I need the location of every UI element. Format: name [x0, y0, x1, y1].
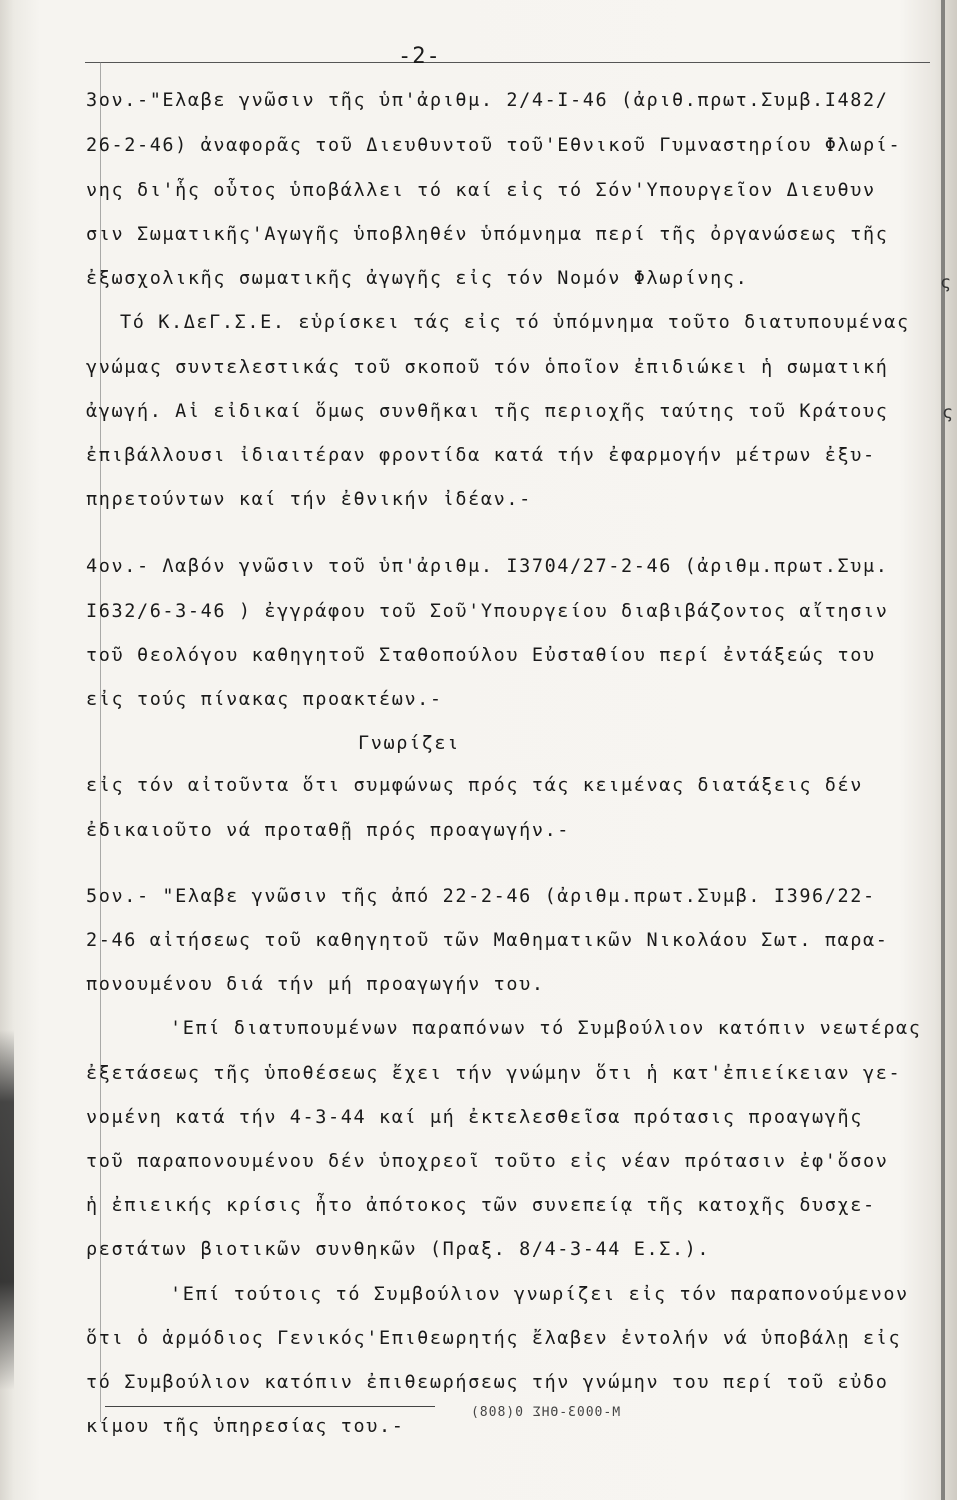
text-line: Τό Κ.ΔεΓ.Σ.Ε. εὑρίσκει τάς εἰς τό ὑπόμνημα τοῦτο διατυπουμένας: [120, 312, 910, 333]
text-line: ὅτι ὁ ἁρμόδιος Γενικός'Επιθεωρητής ἔλαβεν ἐντολήν νά ὑποβάλῃ εἰς: [86, 1328, 902, 1349]
text-line: Ι632/6-3-46 ) ἐγγράφου τοῦ Σοῦ'Υπουργείου διαβιβάζοντος αἴτησιν: [86, 601, 889, 622]
text-line: ἐπιβάλλουσι ἰδιαιτέραν φροντίδα κατά τήν ἐφαρμογήν μέτρων ἐξυ-: [86, 445, 876, 466]
text-line: ἐξωσχολικῆς σωματικῆς ἀγωγῆς εἰς τόν Νομόν Φλωρίνης.: [86, 268, 749, 289]
text-line: ἀγωγή. Αἱ εἰδικαί ὅμως συνθῆκαι τῆς περιοχῆς ταύτης τοῦ Κράτους: [86, 401, 889, 422]
margin-mark: ς: [942, 402, 953, 423]
margin-rule: [100, 62, 101, 1422]
top-rule: [85, 62, 930, 63]
text-line: τοῦ παραπονουμένου δέν ὑποχρεοῖ τοῦτο εἰς νέαν πρότασιν ἐφ'ὅσον: [86, 1151, 889, 1172]
text-line: ρεστάτων βιοτικῶν συνθηκῶν (Πραξ. 8/4-3-44 Ε.Σ.).: [86, 1239, 711, 1260]
text-line: ἐδικαιοῦτο νά προταθῇ πρός προαγωγήν.-: [86, 820, 571, 841]
text-line: εἰς τόν αἰτοῦντα ὅτι συμφώνως πρός τάς κειμένας διατάξεις δέν: [86, 775, 864, 796]
text-line: ἡ ἐπιεικής κρίσις ἦτο ἀπότοκος τῶν συνεπείᾳ τῆς κατοχῆς δυσχε-: [86, 1195, 876, 1216]
text-line: κίμου τῆς ὑπηρεσίας του.-: [86, 1416, 405, 1437]
bottom-rule: [105, 1406, 435, 1407]
text-line: εἰς τούς πίνακας προακτέων.-: [86, 689, 443, 710]
text-line: γνώμας συντελεστικάς τοῦ σκοποῦ τόν ὁποῖον ἐπιδιώκει ἡ σωματική: [86, 357, 889, 378]
margin-mark: ς: [940, 272, 951, 293]
text-line: ἐξετάσεως τῆς ὑποθέσεως ἔχει τήν γνώμην ὅτι ἡ κατ'ἐπιείκειαν γε-: [86, 1063, 902, 1084]
text-line: νομένη κατά τήν 4-3-44 καί μή ἐκτελεσθεῖσα πρότασις προαγωγῆς: [86, 1107, 864, 1128]
text-line: πονουμένου διά τήν μή προαγωγήν του.: [86, 974, 545, 995]
text-line: 26-2-46) ἀναφορᾶς τοῦ Διευθυντοῦ τοῦ'Εθνικοῦ Γυμναστηρίου Φλωρί-: [86, 135, 902, 156]
text-line: τό Συμβούλιον κατόπιν ἐπιθεωρήσεως τήν γνώμην του περί τοῦ εὐδο: [86, 1372, 889, 1393]
text-line: πηρετούντων καί τήν ἐθνικήν ἰδέαν.-: [86, 489, 532, 510]
text-line: 2-46 αἰτήσεως τοῦ καθηγητοῦ τῶν Μαθηματικῶν Νικολάου Σωτ. παρα-: [86, 930, 889, 951]
text-line: 'Επί τούτοις τό Συμβούλιον γνωρίζει εἰς τόν παραπονούμενον: [170, 1284, 909, 1305]
scan-edge-line: [941, 0, 945, 1500]
text-line: 5ον.- "Ελαβε γνῶσιν τῆς ἀπό 22-2-46 (ἀριθμ.πρωτ.Συμβ. Ι396/22-: [86, 886, 876, 907]
section-verb: Γνωρίζει: [358, 733, 460, 754]
text-line: νης δι'ἧς οὗτος ὑποβάλλει τό καί εἰς τό Σόν'Υπουργεῖον Διευθυν: [86, 180, 876, 201]
text-line: σιν Σωματικῆς'Αγωγῆς ὑποβληθέν ὑπόμνημα περί τῆς ὀργανώσεως τῆς: [86, 224, 889, 245]
text-line: 4ον.- Λαβόν γνῶσιν τοῦ ὑπ'ἀριθμ. Ι3704/27-2-46 (ἀριθμ.πρωτ.Συμ.: [86, 556, 889, 577]
page-number: -2-: [398, 44, 441, 69]
text-line: 'Επί διατυπουμένων παραπόνων τό Συμβούλιον κατόπιν νεωτέρας: [170, 1018, 922, 1039]
scan-edge-shadow: [0, 1030, 14, 1390]
text-line: τοῦ θεολόγου καθηγητοῦ Σταθοπούλου Εὐσταθίου περί ἐντάξεώς του: [86, 645, 876, 666]
text-line: 3ον.-"Ελαβε γνῶσιν τῆς ὑπ'ἀριθμ. 2/4-I-46 (ἀριθ.πρωτ.Συμβ.Ι482/: [86, 90, 889, 111]
archive-stamp: Μ-0003-ΘΗΣ 0(808): [470, 1405, 621, 1420]
